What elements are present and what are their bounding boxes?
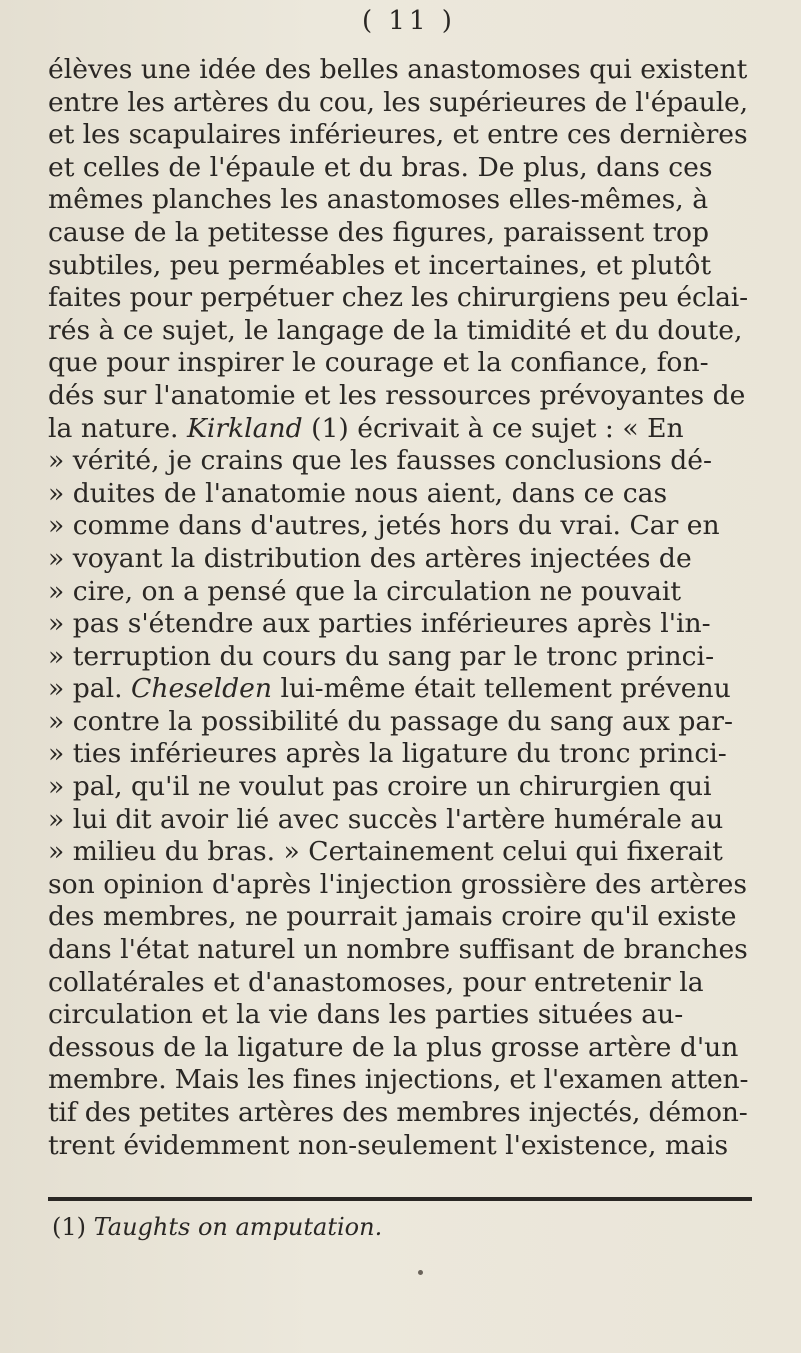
text-line: » lui dit avoir lié avec succès l'artère humérale au	[48, 803, 724, 835]
ink-speck	[418, 1270, 423, 1275]
text-line: dés sur l'anatomie et les ressources prévoyantes de	[48, 379, 746, 411]
text-line: » comme dans d'autres, jetés hors du vrai. Car en	[48, 510, 720, 542]
text-line: son opinion d'après l'injection grossière des artères	[48, 868, 748, 900]
text-line: mêmes planches les anastomoses elles-mêmes, à	[48, 184, 709, 216]
text-line: collatérales et d'anastomoses, pour entretenir la	[48, 966, 704, 998]
text-line: dans l'état naturel un nombre suffisant de branches	[48, 934, 748, 966]
text-line: membre. Mais les fines injections, et l'examen atten-	[48, 1064, 748, 1096]
text-line: » pal, qu'il ne voulut pas croire un chirurgien qui	[48, 771, 712, 803]
text-line: » milieu du bras. » Certainement celui qui fixerait	[48, 836, 723, 868]
text-line: tif des petites artères des membres injectés, démon-	[48, 1097, 748, 1128]
text-line: » terruption du cours du sang par le tronc princi-	[48, 640, 715, 672]
footnote	[52, 1213, 382, 1241]
page-number: ( 11 )	[362, 6, 456, 36]
text-line: » ties inférieures après la ligature du tronc princi-	[48, 738, 727, 770]
text-line: la nature. Kirkland (1) écrivait à ce sujet : « En	[48, 412, 684, 444]
text-line: » duites de l'anatomie nous aient, dans ce cas	[48, 477, 668, 509]
text-line: » cire, on a pensé que la circulation ne pouvait	[48, 575, 682, 607]
text-line: que pour inspirer le courage et la confiance, fon-	[48, 347, 709, 379]
text-line: » contre la possibilité du passage du sang aux par-	[48, 705, 733, 737]
text-line: rés à ce sujet, le langage de la timidité et du doute,	[48, 314, 743, 346]
text-line: » vérité, je crains que les fausses conclusions dé-	[48, 445, 713, 477]
text-line: entre les artères du cou, les supérieures de l'épaule,	[48, 86, 748, 118]
footnote-marker: (1)	[52, 1213, 86, 1241]
text-line: » pal. Cheselden lui-même était tellement prévenu	[48, 673, 731, 705]
text-line: subtiles, peu perméables et incertaines, et plutôt	[48, 249, 712, 281]
text-line: dessous de la ligature de la plus grosse artère d'un	[48, 1031, 739, 1063]
text-line: trent évidemment non-seulement l'existence, mais	[48, 1129, 729, 1161]
text-line: » pas s'étendre aux parties inférieures après l'in-	[48, 608, 711, 640]
footnote-divider	[48, 1197, 752, 1201]
text-line: faites pour perpétuer chez les chirurgiens peu éclai-	[48, 282, 748, 314]
text-line: » voyant la distribution des artères injectées de	[48, 542, 692, 574]
body-text	[48, 54, 748, 1162]
text-line: circulation et la vie dans les parties situées au-	[48, 999, 684, 1031]
text-line: des membres, ne pourrait jamais croire qu'il existe	[48, 901, 737, 933]
text-line: cause de la petitesse des figures, paraissent trop	[48, 216, 710, 248]
text-line: et celles de l'épaule et du bras. De plus, dans ces	[48, 151, 713, 183]
text-line: et les scapulaires inférieures, et entre ces dernières	[48, 119, 748, 151]
footnote-text: Taughts on amputation.	[93, 1213, 383, 1241]
text-line: élèves une idée des belles anastomoses qui existent	[48, 54, 748, 85]
